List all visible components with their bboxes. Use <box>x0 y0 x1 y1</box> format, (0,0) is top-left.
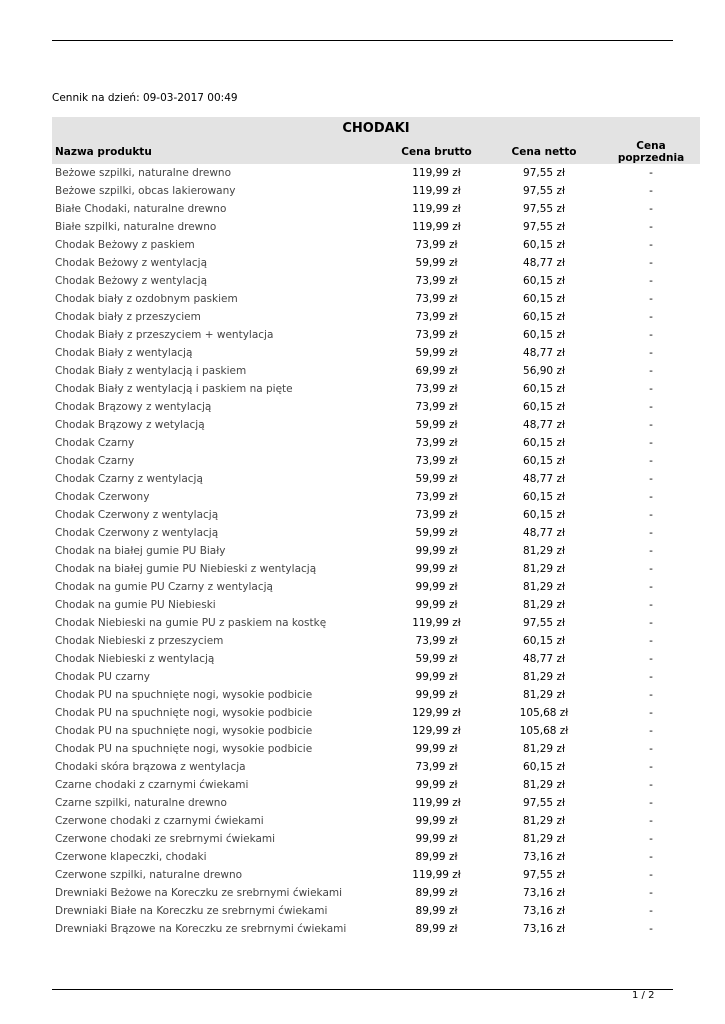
gross-price-cell: 99,99 zł <box>415 833 458 845</box>
product-name-cell: Chodak Czarny <box>55 455 135 467</box>
product-name-cell: Chodak Brązowy z wetylacją <box>55 419 205 431</box>
page-number: 1 / 2 <box>632 990 655 1001</box>
net-price-cell: 60,15 zł <box>523 455 565 467</box>
table-row <box>52 866 700 884</box>
product-name-cell: Drewniaki Beżowe na Koreczku ze srebrnymi ćwiekami <box>55 887 343 899</box>
previous-price-cell: - <box>649 815 653 827</box>
previous-price-cell: - <box>649 689 653 701</box>
net-price-cell: 60,15 zł <box>523 491 565 503</box>
gross-price-cell: 99,99 zł <box>415 815 458 827</box>
previous-price-cell: - <box>649 743 653 755</box>
net-price-cell: 81,29 zł <box>523 545 565 557</box>
table-row <box>52 218 700 236</box>
gross-price-cell: 59,99 zł <box>415 527 458 539</box>
product-name-cell: Chodak PU na spuchnięte nogi, wysokie podbicie <box>55 707 313 719</box>
product-name-cell: Chodak na białej gumie PU Biały <box>55 545 226 557</box>
previous-price-cell: - <box>649 725 653 737</box>
product-name-cell: Drewniaki Brązowe na Koreczku ze srebrnymi ćwiekami <box>55 923 347 935</box>
table-row <box>52 776 700 794</box>
table-row <box>52 632 700 650</box>
table-row <box>52 182 700 200</box>
product-name-cell: Chodak Czarny z wentylacją <box>55 473 203 485</box>
net-price-cell: 60,15 zł <box>523 329 565 341</box>
table-row <box>52 848 700 866</box>
product-name-cell: Chodak PU czarny <box>55 671 151 683</box>
previous-price-cell: - <box>649 401 653 413</box>
product-name-cell: Chodak Biały z wentylacją i paskiem na pięte <box>55 383 293 395</box>
previous-price-cell: - <box>649 563 653 575</box>
previous-price-cell: - <box>649 581 653 593</box>
previous-price-cell: - <box>649 905 653 917</box>
previous-price-cell: - <box>649 923 653 935</box>
table-row <box>52 920 700 938</box>
previous-price-cell: - <box>649 653 653 665</box>
gross-price-cell: 119,99 zł <box>412 869 461 881</box>
previous-price-cell: - <box>649 419 653 431</box>
net-price-cell: 73,16 zł <box>523 905 565 917</box>
product-name-cell: Chodak Beżowy z wentylacją <box>55 257 208 269</box>
gross-price-cell: 59,99 zł <box>415 347 458 359</box>
price-table-section <box>52 117 700 938</box>
net-price-cell: 60,15 zł <box>523 401 565 413</box>
table-row <box>52 560 700 578</box>
gross-price-cell: 99,99 zł <box>415 671 458 683</box>
table-row <box>52 704 700 722</box>
table-row <box>52 794 700 812</box>
previous-price-cell: - <box>649 185 653 197</box>
net-price-cell: 81,29 zł <box>523 563 565 575</box>
column-header-product-name: Nazwa produktu <box>52 140 387 164</box>
gross-price-cell: 89,99 zł <box>415 905 458 917</box>
previous-price-cell: - <box>649 239 653 251</box>
table-row <box>52 524 700 542</box>
net-price-cell: 97,55 zł <box>523 221 565 233</box>
net-price-cell: 60,15 zł <box>523 293 565 305</box>
previous-price-cell: - <box>649 761 653 773</box>
table-row <box>52 236 700 254</box>
net-price-cell: 60,15 zł <box>523 239 565 251</box>
table-row <box>52 614 700 632</box>
gross-price-cell: 73,99 zł <box>415 293 458 305</box>
product-name-cell: Chodak Czarny <box>55 437 135 449</box>
gross-price-cell: 73,99 zł <box>415 383 458 395</box>
previous-price-cell: - <box>649 869 653 881</box>
net-price-cell: 81,29 zł <box>523 833 565 845</box>
net-price-cell: 97,55 zł <box>523 617 565 629</box>
gross-price-cell: 73,99 zł <box>415 635 458 647</box>
gross-price-cell: 119,99 zł <box>412 203 461 215</box>
product-name-cell: Chodak na gumie PU Niebieski <box>55 599 216 611</box>
product-name-cell: Czerwone klapeczki, chodaki <box>55 851 207 863</box>
gross-price-cell: 73,99 zł <box>415 455 458 467</box>
price-table <box>52 140 700 938</box>
net-price-cell: 73,16 zł <box>523 923 565 935</box>
net-price-cell: 60,15 zł <box>523 383 565 395</box>
table-row <box>52 362 700 380</box>
product-name-cell: Chodak Czerwony <box>55 491 150 503</box>
product-name-cell: Drewniaki Białe na Koreczku ze srebrnymi ćwiekami <box>55 905 328 917</box>
net-price-cell: 97,55 zł <box>523 185 565 197</box>
table-row <box>52 290 700 308</box>
previous-price-cell: - <box>649 365 653 377</box>
gross-price-cell: 73,99 zł <box>415 509 458 521</box>
net-price-cell: 48,77 zł <box>523 653 565 665</box>
net-price-cell: 97,55 zł <box>523 797 565 809</box>
product-name-cell: Czerwone chodaki ze srebrnymi ćwiekami <box>55 833 276 845</box>
net-price-cell: 60,15 zł <box>523 509 565 521</box>
gross-price-cell: 119,99 zł <box>412 617 461 629</box>
previous-price-cell: - <box>649 671 653 683</box>
previous-price-cell: - <box>649 545 653 557</box>
gross-price-cell: 119,99 zł <box>412 797 461 809</box>
net-price-cell: 81,29 zł <box>523 743 565 755</box>
table-row <box>52 416 700 434</box>
table-row <box>52 200 700 218</box>
gross-price-cell: 99,99 zł <box>415 545 458 557</box>
previous-price-cell: - <box>649 491 653 503</box>
net-price-cell: 81,29 zł <box>523 581 565 593</box>
product-name-cell: Chodak Czerwony z wentylacją <box>55 527 219 539</box>
table-row <box>52 650 700 668</box>
product-name-cell: Chodak Niebieski z przeszyciem <box>55 635 224 647</box>
gross-price-cell: 73,99 zł <box>415 491 458 503</box>
bottom-divider <box>52 989 673 990</box>
product-name-cell: Chodak Beżowy z paskiem <box>55 239 195 251</box>
table-row <box>52 506 700 524</box>
table-row <box>52 830 700 848</box>
previous-price-cell: - <box>649 779 653 791</box>
net-price-cell: 73,16 zł <box>523 887 565 899</box>
previous-price-cell: - <box>649 833 653 845</box>
product-name-cell: Czerwone chodaki z czarnymi ćwiekami <box>55 815 264 827</box>
product-name-cell: Czarne chodaki z czarnymi ćwiekami <box>55 779 249 791</box>
gross-price-cell: 73,99 zł <box>415 311 458 323</box>
gross-price-cell: 99,99 zł <box>415 581 458 593</box>
gross-price-cell: 73,99 zł <box>415 239 458 251</box>
previous-price-cell: - <box>649 455 653 467</box>
previous-price-cell: - <box>649 473 653 485</box>
previous-price-cell: - <box>649 167 653 179</box>
product-name-cell: Chodaki skóra brązowa z wentylacja <box>55 761 246 773</box>
table-row <box>52 542 700 560</box>
product-name-cell: Chodak na białej gumie PU Niebieski z wentylacją <box>55 563 317 575</box>
gross-price-cell: 73,99 zł <box>415 401 458 413</box>
gross-price-cell: 129,99 zł <box>412 707 461 719</box>
product-name-cell: Chodak Biały z wentylacją i paskiem <box>55 365 247 377</box>
gross-price-cell: 99,99 zł <box>415 743 458 755</box>
net-price-cell: 81,29 zł <box>523 815 565 827</box>
previous-price-cell: - <box>649 257 653 269</box>
table-row <box>52 398 700 416</box>
net-price-cell: 60,15 zł <box>523 635 565 647</box>
previous-price-cell: - <box>649 599 653 611</box>
net-price-cell: 60,15 zł <box>523 311 565 323</box>
previous-price-cell: - <box>649 635 653 647</box>
table-row <box>52 902 700 920</box>
product-name-cell: Chodak PU na spuchnięte nogi, wysokie podbicie <box>55 743 313 755</box>
product-name-cell: Beżowe szpilki, obcas lakierowany <box>55 185 236 197</box>
price-list-date: Cennik na dzień: 09-03-2017 00:49 <box>52 92 238 104</box>
gross-price-cell: 59,99 zł <box>415 419 458 431</box>
gross-price-cell: 119,99 zł <box>412 221 461 233</box>
table-row <box>52 884 700 902</box>
category-title: CHODAKI <box>52 117 700 140</box>
gross-price-cell: 73,99 zł <box>415 437 458 449</box>
gross-price-cell: 89,99 zł <box>415 887 458 899</box>
table-row <box>52 272 700 290</box>
table-row <box>52 470 700 488</box>
column-header-previous-price: Cena poprzednia <box>602 140 700 164</box>
net-price-cell: 48,77 zł <box>523 257 565 269</box>
gross-price-cell: 99,99 zł <box>415 779 458 791</box>
net-price-cell: 48,77 zł <box>523 419 565 431</box>
previous-price-cell: - <box>649 797 653 809</box>
net-price-cell: 81,29 zł <box>523 689 565 701</box>
net-price-cell: 56,90 zł <box>523 365 565 377</box>
net-price-cell: 60,15 zł <box>523 761 565 773</box>
product-name-cell: Chodak Brązowy z wentylacją <box>55 401 212 413</box>
product-name-cell: Chodak Biały z wentylacją <box>55 347 193 359</box>
product-name-cell: Chodak Biały z przeszyciem + wentylacja <box>55 329 274 341</box>
previous-price-cell: - <box>649 329 653 341</box>
table-row <box>52 812 700 830</box>
product-name-cell: Chodak biały z ozdobnym paskiem <box>55 293 238 305</box>
previous-price-cell: - <box>649 707 653 719</box>
previous-price-cell: - <box>649 203 653 215</box>
previous-price-cell: - <box>649 617 653 629</box>
column-header-gross-price: Cena brutto <box>387 140 486 164</box>
table-row <box>52 326 700 344</box>
gross-price-cell: 59,99 zł <box>415 257 458 269</box>
previous-price-cell: - <box>649 347 653 359</box>
net-price-cell: 48,77 zł <box>523 347 565 359</box>
gross-price-cell: 73,99 zł <box>415 329 458 341</box>
previous-price-cell: - <box>649 437 653 449</box>
product-name-cell: Czerwone szpilki, naturalne drewno <box>55 869 243 881</box>
previous-price-cell: - <box>649 509 653 521</box>
gross-price-cell: 59,99 zł <box>415 473 458 485</box>
net-price-cell: 81,29 zł <box>523 671 565 683</box>
table-row <box>52 164 700 182</box>
product-name-cell: Chodak PU na spuchnięte nogi, wysokie podbicie <box>55 689 313 701</box>
net-price-cell: 73,16 zł <box>523 851 565 863</box>
top-divider <box>52 40 673 41</box>
table-row <box>52 380 700 398</box>
gross-price-cell: 59,99 zł <box>415 653 458 665</box>
table-row <box>52 578 700 596</box>
table-row <box>52 344 700 362</box>
product-name-cell: Chodak Niebieski na gumie PU z paskiem na kostkę <box>55 617 327 629</box>
net-price-cell: 81,29 zł <box>523 779 565 791</box>
gross-price-cell: 89,99 zł <box>415 851 458 863</box>
gross-price-cell: 73,99 zł <box>415 761 458 773</box>
table-row <box>52 758 700 776</box>
net-price-cell: 60,15 zł <box>523 437 565 449</box>
table-header-row <box>52 140 700 164</box>
table-row <box>52 434 700 452</box>
table-row <box>52 740 700 758</box>
previous-price-cell: - <box>649 527 653 539</box>
table-row <box>52 686 700 704</box>
gross-price-cell: 73,99 zł <box>415 275 458 287</box>
previous-price-cell: - <box>649 887 653 899</box>
net-price-cell: 105,68 zł <box>519 707 569 719</box>
table-row <box>52 668 700 686</box>
table-row <box>52 452 700 470</box>
net-price-cell: 105,68 zł <box>519 725 569 737</box>
table-row <box>52 254 700 272</box>
previous-price-cell: - <box>649 221 653 233</box>
previous-price-cell: - <box>649 851 653 863</box>
column-header-net-price: Cena netto <box>486 140 602 164</box>
net-price-cell: 81,29 zł <box>523 599 565 611</box>
product-name-cell: Białe szpilki, naturalne drewno <box>55 221 217 233</box>
product-name-cell: Chodak PU na spuchnięte nogi, wysokie podbicie <box>55 725 313 737</box>
net-price-cell: 97,55 zł <box>523 167 565 179</box>
net-price-cell: 60,15 zł <box>523 275 565 287</box>
net-price-cell: 97,55 zł <box>523 203 565 215</box>
previous-price-cell: - <box>649 293 653 305</box>
product-name-cell: Chodak biały z przeszyciem <box>55 311 201 323</box>
gross-price-cell: 119,99 zł <box>412 185 461 197</box>
product-name-cell: Chodak Beżowy z wentylacją <box>55 275 208 287</box>
gross-price-cell: 129,99 zł <box>412 725 461 737</box>
previous-price-cell: - <box>649 275 653 287</box>
gross-price-cell: 119,99 zł <box>412 167 461 179</box>
table-row <box>52 722 700 740</box>
previous-price-cell: - <box>649 383 653 395</box>
table-row <box>52 596 700 614</box>
product-name-cell: Chodak na gumie PU Czarny z wentylacją <box>55 581 273 593</box>
gross-price-cell: 89,99 zł <box>415 923 458 935</box>
net-price-cell: 48,77 zł <box>523 527 565 539</box>
gross-price-cell: 99,99 zł <box>415 563 458 575</box>
net-price-cell: 48,77 zł <box>523 473 565 485</box>
table-row <box>52 488 700 506</box>
product-name-cell: Białe Chodaki, naturalne drewno <box>55 203 227 215</box>
product-name-cell: Chodak Niebieski z wentylacją <box>55 653 215 665</box>
gross-price-cell: 99,99 zł <box>415 689 458 701</box>
product-name-cell: Chodak Czerwony z wentylacją <box>55 509 219 521</box>
table-row <box>52 308 700 326</box>
net-price-cell: 97,55 zł <box>523 869 565 881</box>
product-name-cell: Beżowe szpilki, naturalne drewno <box>55 167 231 179</box>
product-name-cell: Czarne szpilki, naturalne drewno <box>55 797 227 809</box>
gross-price-cell: 69,99 zł <box>415 365 458 377</box>
previous-price-cell: - <box>649 311 653 323</box>
gross-price-cell: 99,99 zł <box>415 599 458 611</box>
